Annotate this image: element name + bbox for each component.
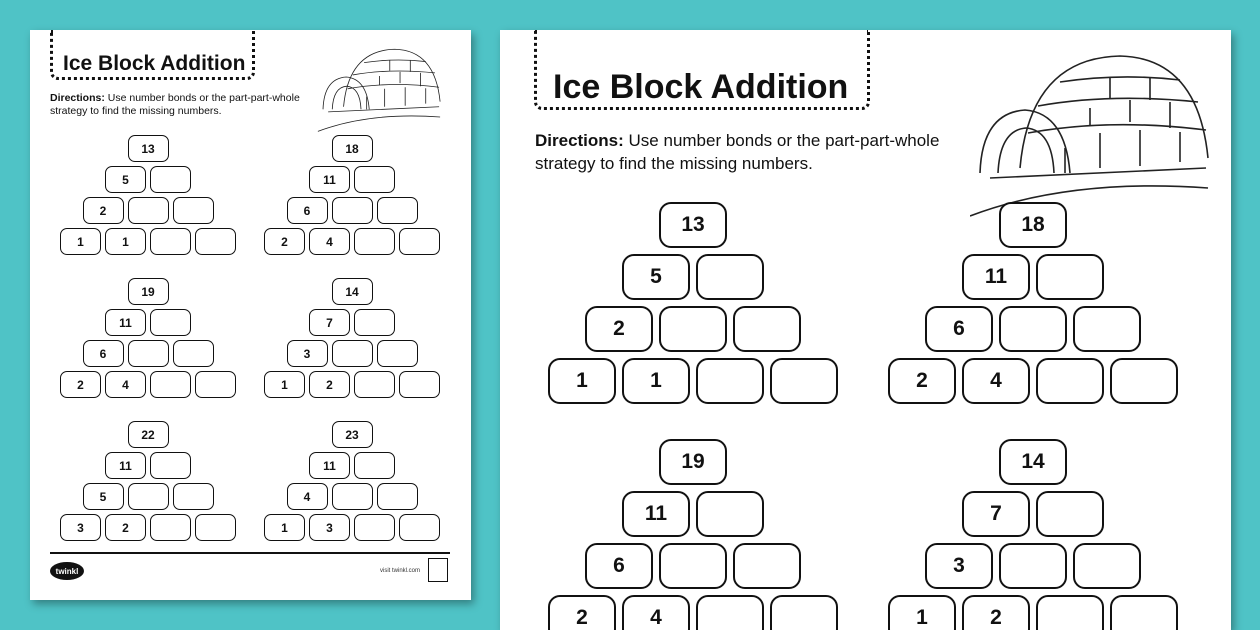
number-block: 6 <box>83 340 124 367</box>
answer-block <box>659 306 727 352</box>
footer-divider <box>50 552 450 554</box>
worksheet-title <box>50 30 255 80</box>
twinkl-logo-icon: twinkl <box>50 562 84 580</box>
number-block: 7 <box>962 491 1030 537</box>
directions <box>535 129 975 175</box>
answer-block <box>128 483 169 510</box>
number-block: 5 <box>622 254 690 300</box>
answer-block <box>399 228 440 255</box>
number-block: 2 <box>309 371 350 398</box>
answer-block <box>1110 358 1178 404</box>
number-block: 7 <box>309 309 350 336</box>
number-block: 4 <box>622 595 690 630</box>
number-block: 2 <box>105 514 146 541</box>
answer-block <box>770 595 838 630</box>
number-block: 4 <box>287 483 328 510</box>
igloo-illustration-icon <box>970 38 1210 223</box>
answer-block <box>150 371 191 398</box>
answer-block <box>150 166 191 193</box>
directions <box>50 92 310 118</box>
number-block: 6 <box>925 306 993 352</box>
answer-block <box>354 514 395 541</box>
number-block: 5 <box>105 166 146 193</box>
number-block: 14 <box>999 439 1067 485</box>
igloo-illustration-icon <box>312 40 447 135</box>
answer-block <box>696 491 764 537</box>
number-block: 1 <box>622 358 690 404</box>
number-block: 5 <box>83 483 124 510</box>
answer-block <box>173 340 214 367</box>
number-block: 23 <box>332 421 373 448</box>
number-block: 11 <box>962 254 1030 300</box>
number-block: 1 <box>264 371 305 398</box>
number-block: 4 <box>105 371 146 398</box>
answer-block <box>399 371 440 398</box>
answer-block <box>128 340 169 367</box>
worksheet-preview-small <box>30 30 471 600</box>
number-block: 3 <box>925 543 993 589</box>
answer-block <box>1036 595 1104 630</box>
answer-block <box>377 197 418 224</box>
answer-block <box>1110 595 1178 630</box>
answer-block <box>377 340 418 367</box>
answer-block <box>659 543 727 589</box>
answer-block <box>696 595 764 630</box>
footer-url: visit twinkl.com <box>380 568 421 574</box>
answer-block <box>354 452 395 479</box>
answer-block <box>150 309 191 336</box>
directions-label: Directions: <box>535 131 624 150</box>
answer-block <box>195 371 236 398</box>
number-block: 2 <box>264 228 305 255</box>
answer-block <box>195 228 236 255</box>
number-block: 2 <box>962 595 1030 630</box>
answer-block <box>173 197 214 224</box>
answer-block <box>195 514 236 541</box>
answer-block <box>354 166 395 193</box>
answer-block <box>1036 358 1104 404</box>
number-block: 18 <box>999 202 1067 248</box>
answer-block <box>332 340 373 367</box>
number-block: 1 <box>60 228 101 255</box>
number-block: 1 <box>548 358 616 404</box>
number-block: 22 <box>128 421 169 448</box>
worksheet-preview-large <box>500 30 1231 630</box>
number-block: 6 <box>287 197 328 224</box>
answer-block <box>770 358 838 404</box>
answer-block <box>354 371 395 398</box>
title-text: Ice Block Addition <box>553 68 849 106</box>
answer-block <box>1073 306 1141 352</box>
number-block: 11 <box>622 491 690 537</box>
number-block: 11 <box>309 166 350 193</box>
answer-block <box>377 483 418 510</box>
title-text: Ice Block Addition <box>63 52 246 75</box>
worksheet-badge-icon <box>428 558 448 582</box>
answer-block <box>150 514 191 541</box>
number-block: 2 <box>548 595 616 630</box>
answer-block <box>733 543 801 589</box>
answer-block <box>1073 543 1141 589</box>
number-block: 2 <box>60 371 101 398</box>
directions-text: Use number bonds or the part-part-whole strategy to find the missing numbers. <box>535 131 940 173</box>
answer-block <box>332 197 373 224</box>
number-block: 14 <box>332 278 373 305</box>
number-block: 1 <box>264 514 305 541</box>
number-block: 11 <box>105 452 146 479</box>
answer-block <box>354 309 395 336</box>
answer-block <box>173 483 214 510</box>
answer-block <box>399 514 440 541</box>
directions-text: Use number bonds or the part-part-whole strategy to find the missing numbers. <box>50 92 300 117</box>
number-block: 3 <box>60 514 101 541</box>
answer-block <box>332 483 373 510</box>
answer-block <box>128 197 169 224</box>
number-block: 3 <box>287 340 328 367</box>
worksheet-title <box>534 30 870 110</box>
number-block: 13 <box>128 135 169 162</box>
answer-block <box>999 543 1067 589</box>
number-block: 2 <box>585 306 653 352</box>
answer-block <box>150 452 191 479</box>
answer-block <box>696 358 764 404</box>
number-block: 6 <box>585 543 653 589</box>
number-block: 2 <box>83 197 124 224</box>
number-block: 11 <box>105 309 146 336</box>
number-block: 2 <box>888 358 956 404</box>
number-block: 1 <box>888 595 956 630</box>
number-block: 19 <box>128 278 169 305</box>
number-block: 4 <box>962 358 1030 404</box>
number-block: 18 <box>332 135 373 162</box>
number-block: 11 <box>309 452 350 479</box>
answer-block <box>999 306 1067 352</box>
number-block: 4 <box>309 228 350 255</box>
number-block: 19 <box>659 439 727 485</box>
answer-block <box>696 254 764 300</box>
answer-block <box>733 306 801 352</box>
number-block: 3 <box>309 514 350 541</box>
number-block: 1 <box>105 228 146 255</box>
answer-block <box>1036 254 1104 300</box>
answer-block <box>354 228 395 255</box>
answer-block <box>150 228 191 255</box>
directions-label: Directions: <box>50 92 105 104</box>
number-block: 13 <box>659 202 727 248</box>
answer-block <box>1036 491 1104 537</box>
